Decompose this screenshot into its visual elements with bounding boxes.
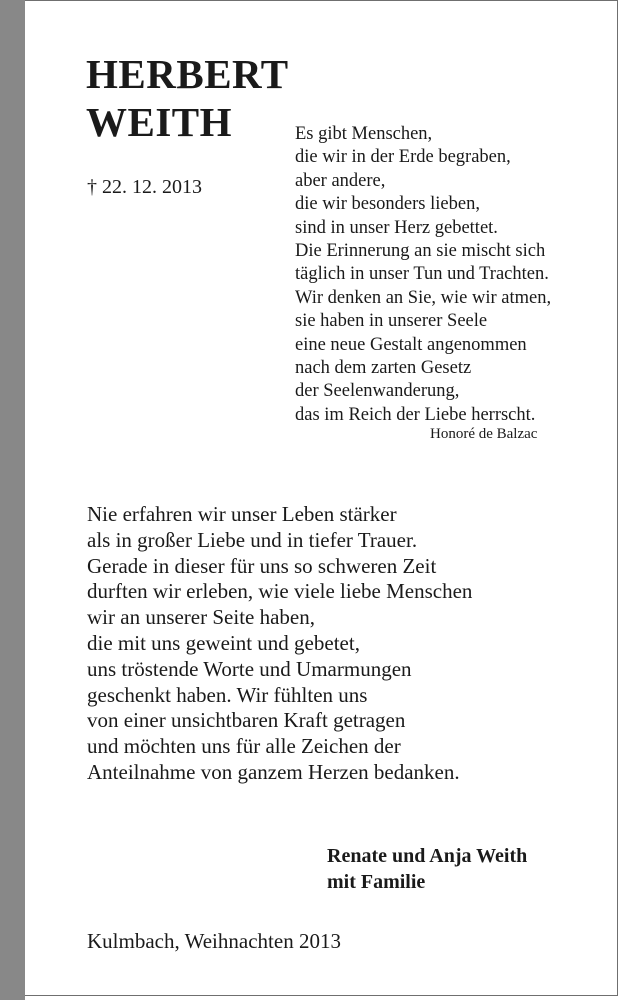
poem-line: die wir in der Erde begraben, xyxy=(295,147,511,168)
thanks-line: als in großer Liebe und in tiefer Trauer. xyxy=(87,527,418,552)
thanks-line: wir an unserer Seite haben, xyxy=(87,605,315,630)
poem-line: der Seelenwanderung, xyxy=(295,381,460,402)
thanks-text xyxy=(87,502,472,786)
poem xyxy=(295,123,551,427)
poem-author: Honoré de Balzac xyxy=(430,426,538,442)
signature-family: mit Familie xyxy=(327,871,426,893)
thanks-line: Nie erfahren wir unser Leben stärker xyxy=(87,502,397,526)
deceased-first-name: HERBERT xyxy=(86,51,289,97)
thanks-line: von einer unsichtbaren Kraft getragen xyxy=(87,708,406,733)
poem-line: Wir denken an Sie, wie wir atmen, xyxy=(295,287,552,308)
poem-line: Es gibt Menschen, xyxy=(295,124,433,144)
thanks-line: uns tröstende Worte und Umarmungen xyxy=(87,656,412,681)
thanks-line: durften wir erleben, wie viele liebe Menschen xyxy=(87,579,473,604)
thanks-line: und möchten uns für alle Zeichen der xyxy=(87,734,401,759)
thanks-line: die mit uns geweint und gebetet, xyxy=(87,630,360,655)
thanks-line: Gerade in dieser für uns so schweren Zeit xyxy=(87,553,437,578)
deceased-last-name: WEITH xyxy=(86,99,233,145)
thanks-line: geschenkt haben. Wir fühlten uns xyxy=(87,682,368,707)
signature-names: Renate und Anja Weith xyxy=(327,845,528,867)
place-and-date: Kulmbach, Weihnachten 2013 xyxy=(87,929,341,953)
left-gray-bar xyxy=(0,0,25,1000)
poem-line: täglich in unser Tun und Trachten. xyxy=(295,264,549,285)
poem-line: aber andere, xyxy=(295,170,386,191)
poem-line: die wir besonders lieben, xyxy=(295,194,480,215)
poem-line: eine neue Gestalt angenommen xyxy=(295,334,527,355)
poem-line: sie haben in unserer Seele xyxy=(295,311,488,332)
signature xyxy=(327,843,527,895)
poem-line: das im Reich der Liebe herrscht. xyxy=(295,404,536,425)
deceased-name xyxy=(86,50,289,146)
thanks-line: Anteilnahme von ganzem Herzen bedanken. xyxy=(87,759,460,784)
poem-line: sind in unser Herz gebettet. xyxy=(295,217,498,238)
poem-line: nach dem zarten Gesetz xyxy=(295,358,472,379)
poem-line: Die Erinnerung an sie mischt sich xyxy=(295,241,546,262)
death-date: † 22. 12. 2013 xyxy=(87,176,202,198)
